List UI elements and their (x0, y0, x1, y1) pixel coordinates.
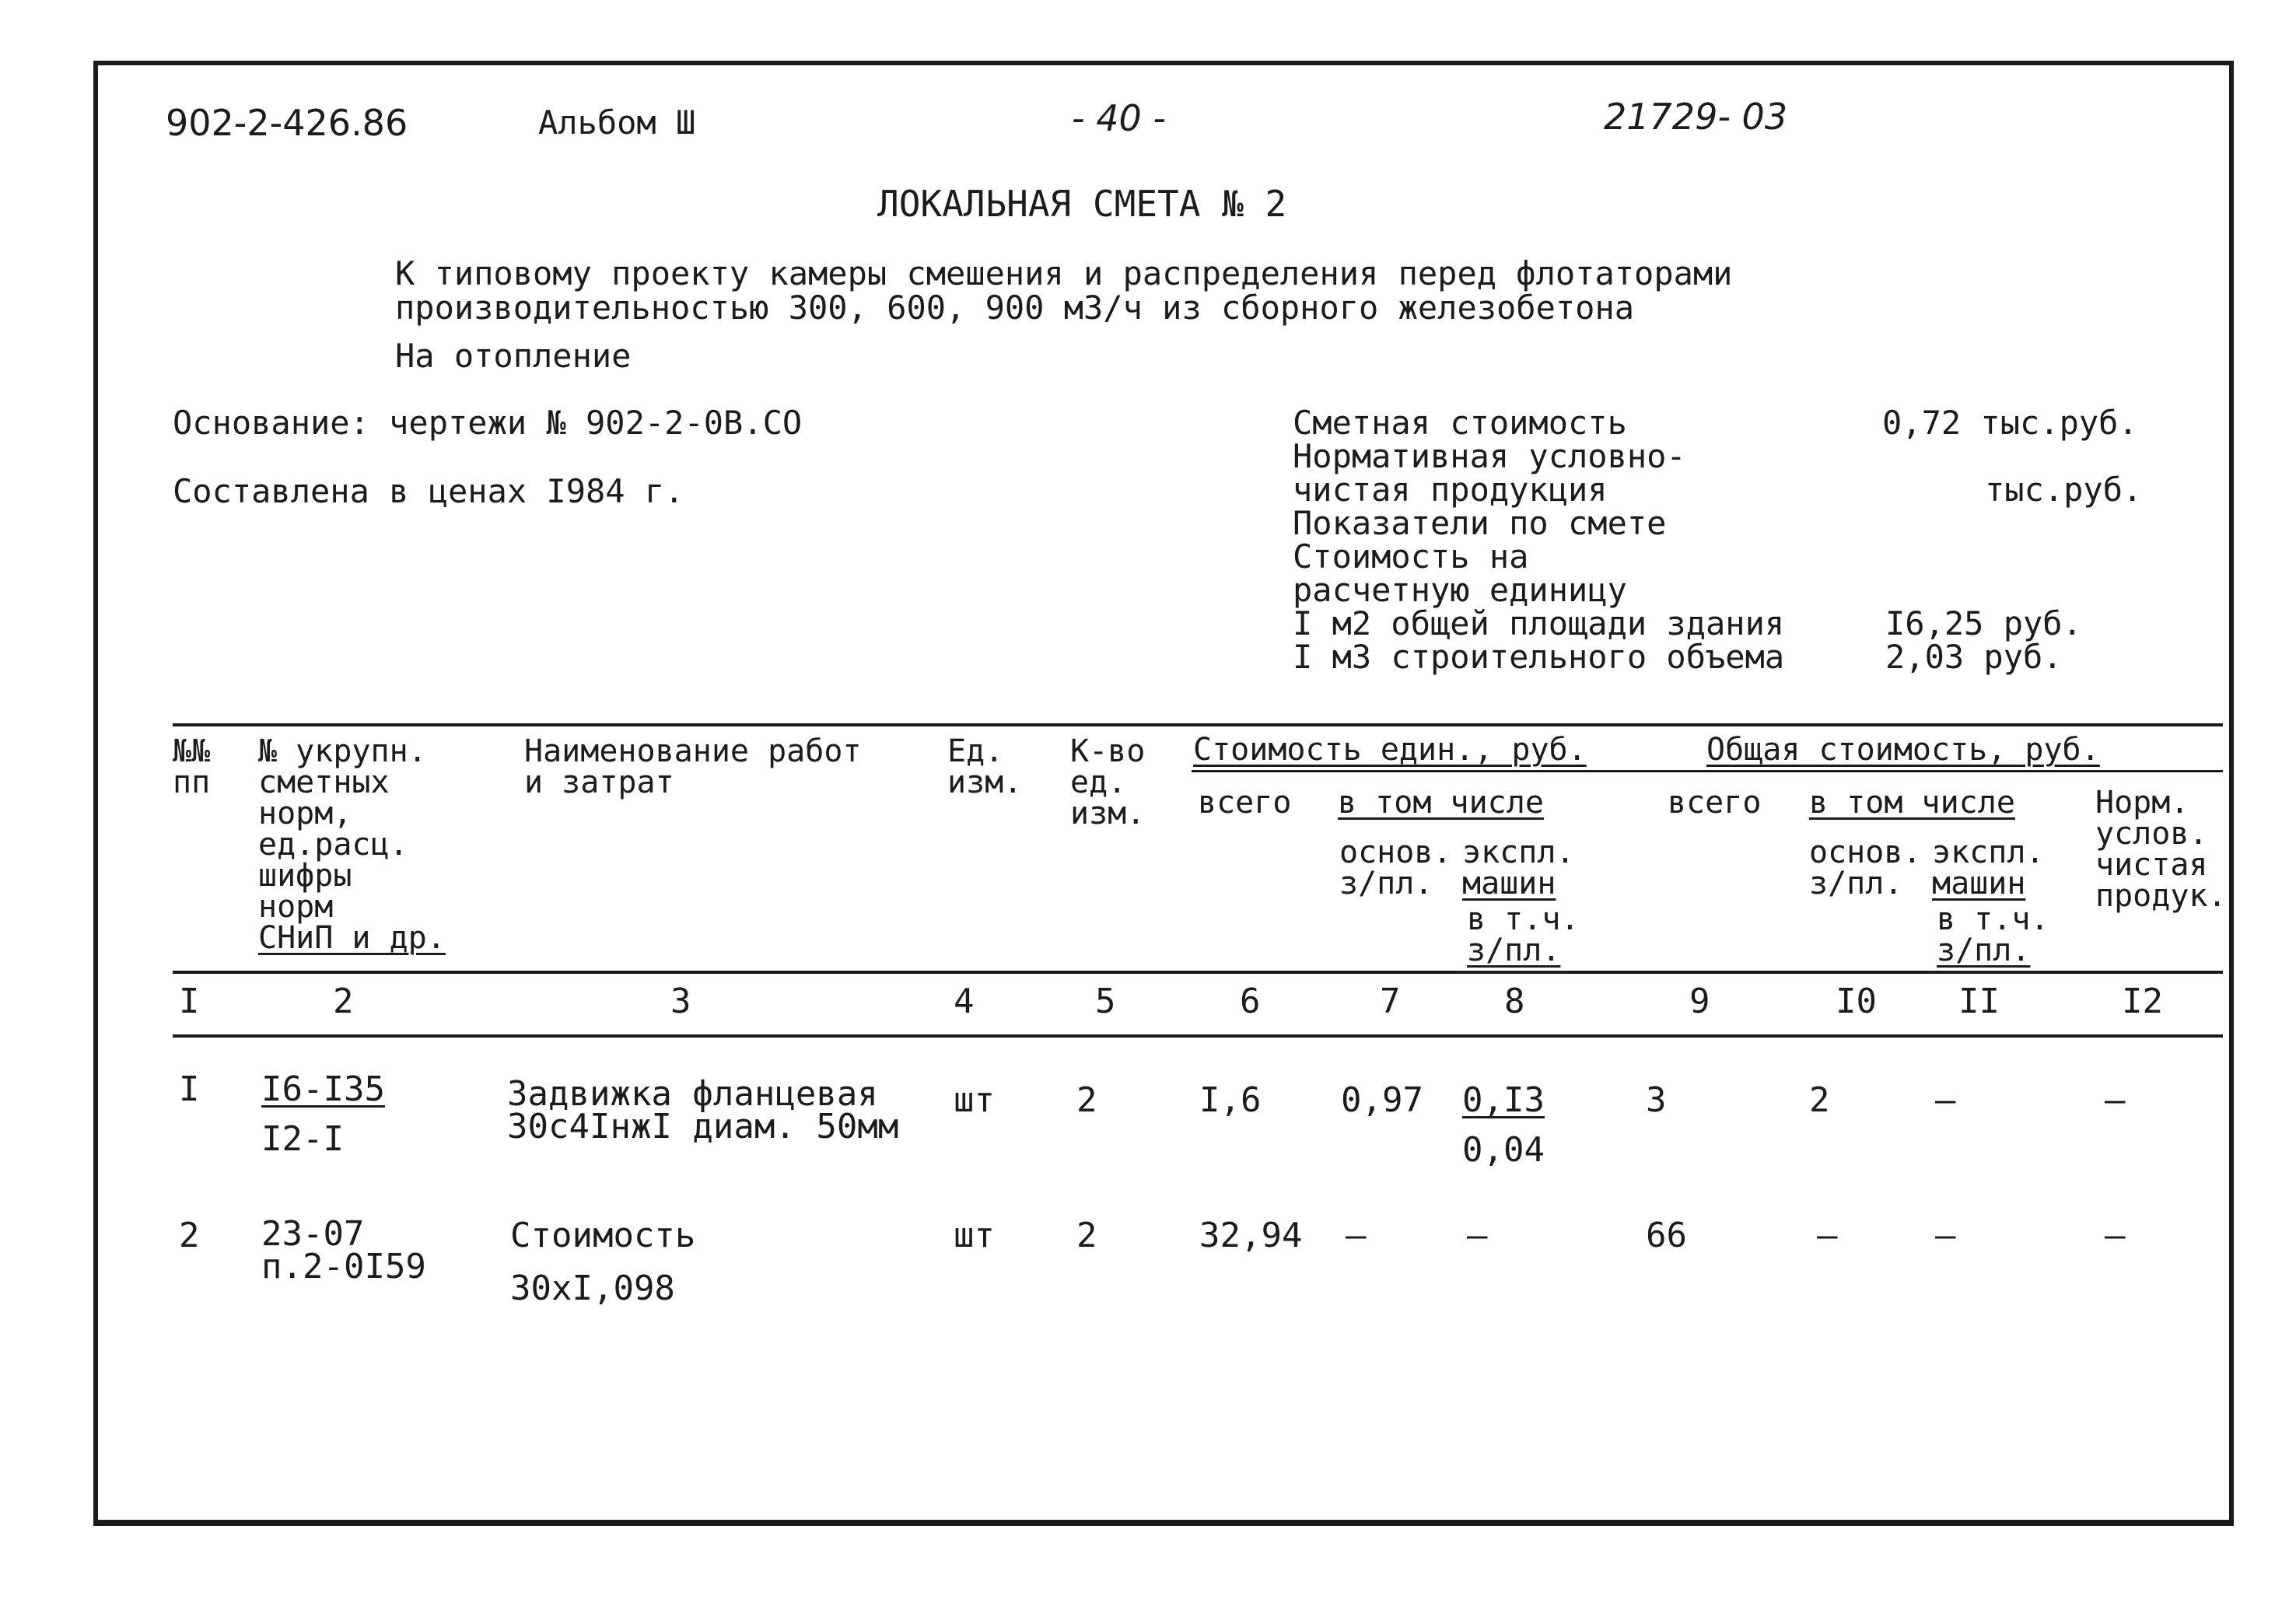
page-number: - 40 - (1072, 97, 1166, 139)
col-header-line: в т.ч. (1467, 901, 1580, 937)
col-number: II (1958, 982, 2000, 1021)
summary-line: Нормативная условно- (1293, 437, 1686, 475)
unit-incl-header: в том числе (1338, 785, 1544, 821)
col-header-line: продук. (2095, 878, 2227, 914)
sheet-code: 21729- 03 (1604, 96, 1788, 138)
col-header-line: в т.ч. (1937, 901, 2049, 937)
prices-year: Составлена в ценах I984 г. (173, 472, 684, 510)
row-code-line: 23-07 (261, 1214, 365, 1254)
col-number: I0 (1836, 982, 1877, 1021)
unit-machines-header (1462, 837, 1575, 899)
col-header-line: Наименование работ (524, 733, 862, 769)
subtitle (395, 254, 1733, 327)
col-header-line: пп (173, 765, 211, 800)
col-header-line: ед. (1070, 765, 1127, 800)
col-header-line: СНиП и др. (258, 920, 446, 956)
col-number: 3 (670, 982, 691, 1021)
basis: Основание: чертежи № 902-2-0В.СО (173, 404, 803, 442)
col-number: I2 (2122, 982, 2163, 1021)
row-unit-wage: – (1346, 1216, 1367, 1255)
total-all-header: всего (1668, 785, 1762, 821)
row-qty: 2 (1076, 1216, 1097, 1255)
subtitle-line: К типовому проекту камеры смешения и распределения перед флотаторами (395, 254, 1733, 292)
row-unit: шт (954, 1216, 995, 1255)
album-label: Альбом Ш (538, 103, 696, 142)
per-m2-value: I6,25 руб. (1885, 604, 2082, 642)
row-qty: 2 (1076, 1080, 1097, 1120)
row-total-wage: 2 (1809, 1080, 1830, 1120)
row-name-line: Стоимость (510, 1216, 696, 1255)
row-total: 3 (1646, 1080, 1667, 1120)
col-header-line: Норм. (2095, 785, 2189, 821)
row-number: 2 (179, 1216, 200, 1255)
summary-line: I м2 общей площади здания (1293, 604, 1785, 642)
row-code (261, 1214, 426, 1286)
col-header-line: норм (258, 889, 334, 925)
col-header-line: Ед. (947, 733, 1004, 769)
row-name-line: Задвижка фланцевая (507, 1074, 878, 1114)
col-header-line: з/пл. (1809, 866, 1903, 901)
col-header-line: з/пл. (1339, 866, 1433, 901)
summary-line: расчетную единицу (1293, 571, 1627, 609)
unit-wage-header (1339, 837, 1452, 899)
col-header-5 (1070, 733, 1146, 831)
col-number: 8 (1504, 982, 1525, 1021)
col-header-line: №№ (173, 733, 211, 769)
row-unit-total: 32,94 (1199, 1216, 1303, 1255)
norm-product-header (2095, 787, 2227, 912)
col-number: 5 (1095, 982, 1116, 1021)
estimate-cost-value: 0,72 тыс.руб. (1882, 404, 2138, 442)
col-header-4 (947, 733, 1023, 800)
col-header-line: изм. (947, 765, 1023, 800)
row-norm-product: – (2105, 1216, 2126, 1255)
page-title: ЛОКАЛЬНАЯ СМЕТА № 2 (877, 183, 1287, 225)
summary-line: чистая продукция (1293, 471, 1608, 509)
row-unit: шт (954, 1080, 995, 1120)
product-value: тыс.руб. (1985, 471, 2143, 509)
unit-all-header: всего (1198, 785, 1292, 821)
col-header-line: машин (1932, 866, 2026, 901)
row-unit-total: I,6 (1199, 1080, 1262, 1120)
row-code-bottom: I2-I (261, 1119, 344, 1159)
col-header-line: чистая (2095, 847, 2208, 883)
col-header-line: основ. (1809, 835, 1922, 870)
total-wage-header (1809, 837, 1922, 899)
total-cost-header: Общая стоимость, руб. (1706, 732, 2100, 768)
col-header-1 (173, 733, 211, 800)
summary-line: I м3 строительного объема (1293, 638, 1785, 676)
row-norm-product: – (2105, 1080, 2126, 1120)
row-unit-machines: 0,I3 (1462, 1080, 1545, 1120)
table-top-rule (173, 723, 2223, 726)
col-header-line: услов. (2095, 816, 2208, 852)
total-machines-header (1932, 837, 2045, 899)
col-number: 9 (1689, 982, 1710, 1021)
col-number: 6 (1240, 982, 1261, 1021)
col-header-line: и затрат (524, 765, 674, 800)
col-header-line: шифры (258, 858, 352, 894)
unit-machines-wage-header (1467, 901, 1580, 968)
subtitle-line: производительностью 300, 600, 900 м3/ч из сборного железобетона (395, 289, 1635, 327)
col-header-line: сметных (258, 765, 390, 800)
col-number: I (179, 982, 200, 1021)
group-rule (1192, 770, 2223, 772)
col-number: 2 (333, 982, 354, 1021)
row-name-line: 30хI,098 (510, 1269, 675, 1308)
col-header-line: № укрупн. (258, 733, 427, 769)
doc-code: 902-2-426.86 (166, 102, 408, 144)
purpose: На отопление (395, 337, 632, 375)
row-unit-machines-wage: 0,04 (1462, 1130, 1545, 1170)
col-header-line: норм, (258, 796, 352, 831)
row-total: 66 (1646, 1216, 1687, 1255)
unit-cost-header: Стоимость един., руб. (1193, 732, 1587, 768)
col-header-3 (524, 733, 862, 800)
col-header-line: экспл. (1932, 835, 2045, 870)
row-code-line: п.2-0I59 (261, 1247, 426, 1286)
col-header-line: з/пл. (1937, 933, 2031, 968)
col-header-line: ед.расц. (258, 827, 408, 863)
total-incl-header: в том числе (1809, 785, 2015, 821)
col-header-line: экспл. (1462, 835, 1575, 870)
row-name-line: 30с4IнжI диам. 50мм (507, 1107, 899, 1146)
col-number: 4 (954, 982, 975, 1021)
row-unit-wage: 0,97 (1341, 1080, 1423, 1120)
row-name (507, 1074, 899, 1146)
col-header-line: машин (1462, 866, 1556, 901)
header-bottom-rule (173, 971, 2223, 974)
col-number: 7 (1380, 982, 1401, 1021)
col-header-line: К-во (1070, 733, 1146, 769)
numbers-bottom-rule (173, 1034, 2223, 1038)
summary-line: Сметная стоимость (1293, 404, 1627, 442)
col-header-2 (258, 733, 446, 956)
row-total-wage: – (1817, 1216, 1838, 1255)
per-m3-value: 2,03 руб. (1885, 638, 2063, 676)
col-header-line: з/пл. (1467, 933, 1561, 968)
col-header-line: изм. (1070, 796, 1146, 831)
row-number: I (179, 1069, 200, 1109)
summary-line: Стоимость на (1293, 537, 1529, 576)
row-unit-machines: – (1467, 1216, 1488, 1255)
summary-line: Показатели по смете (1293, 504, 1667, 542)
total-machines-wage-header (1937, 901, 2049, 968)
col-header-line: основ. (1339, 835, 1452, 870)
row-code-top: I6-I35 (261, 1069, 385, 1109)
row-total-machines: – (1935, 1216, 1956, 1255)
row-total-machines: – (1935, 1080, 1956, 1120)
summary-labels (1293, 406, 1784, 674)
